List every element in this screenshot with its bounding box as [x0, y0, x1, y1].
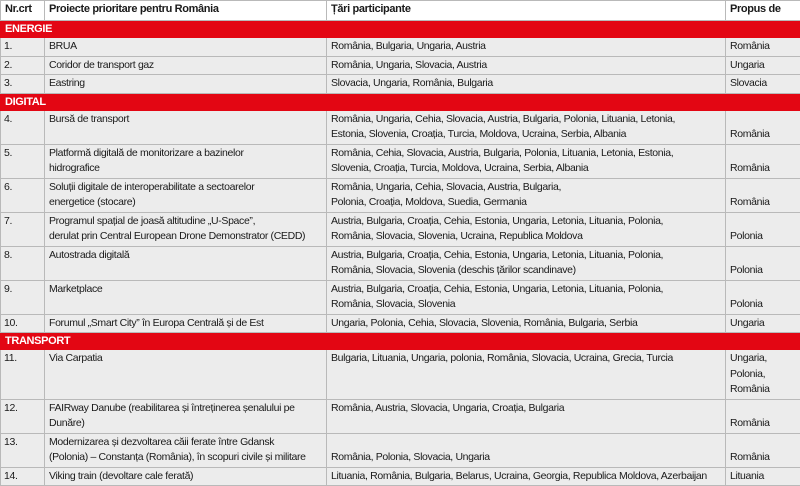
project-name-cell [45, 246, 327, 280]
section-title: TRANSPORT [1, 333, 800, 350]
countries-line: România, Austria, Slovacia, Ungaria, Croația, Bulgaria [331, 401, 565, 414]
proposed-by-line [730, 435, 796, 451]
proposed-by-cell [726, 399, 800, 433]
project-name-line: Marketplace [49, 282, 103, 295]
proposed-by-cell [726, 280, 800, 314]
project-name-line: hidrografice [49, 162, 100, 174]
proposed-by-line: Polonia [730, 230, 763, 242]
row-number: 10. [1, 314, 45, 333]
proposed-by-line: România [730, 128, 770, 140]
project-name-line: Eastring [49, 77, 85, 89]
table-row [1, 433, 800, 467]
countries-line: Slovenia, Croația, Turcia, Moldova, Ucraina, Serbia, Albania [331, 162, 589, 174]
countries-line: Bulgaria, Lituania, Ungaria, polonia, România, Slovacia, Ucraina, Grecia, Turcia [331, 352, 674, 364]
countries-line: România, Slovacia, Slovenia (deschis țărilor scandinave) [331, 264, 576, 276]
countries-line: România, Polonia, Slovacia, Ungaria [331, 451, 490, 463]
project-name-cell [45, 399, 327, 433]
section-header-row [1, 93, 800, 110]
header-nr: Nr.crt [1, 1, 45, 21]
proposed-by-cell [726, 178, 800, 212]
table-row [1, 75, 800, 94]
table-row [1, 56, 800, 75]
participating-countries-cell [327, 350, 726, 400]
project-name-line: FAIRway Danube (reabilitarea și întreținerea șenalului pe Dunăre) [49, 401, 295, 429]
row-number: 6. [1, 178, 45, 212]
header-proposed: Propus de [726, 1, 800, 21]
proposed-by-cell [726, 433, 800, 467]
countries-line: Austria, Bulgaria, Croația, Cehia, Estonia, Ungaria, Letonia, Lituania, Polonia, [331, 248, 664, 261]
row-number: 11. [1, 350, 45, 400]
project-name-cell [45, 433, 327, 467]
participating-countries-cell [327, 178, 726, 212]
participating-countries-cell [327, 433, 726, 467]
proposed-by-line: România [730, 383, 770, 395]
row-number: 14. [1, 467, 45, 486]
project-name-line: Via Carpatia [49, 352, 103, 364]
table-header-row [1, 1, 800, 21]
countries-line: Austria, Bulgaria, Croația, Cehia, Estonia, Ungaria, Letonia, Lituania, Polonia, [331, 214, 664, 227]
row-number: 5. [1, 144, 45, 178]
table-row [1, 246, 800, 280]
proposed-by-line: Polonia [730, 264, 763, 276]
participating-countries-cell [327, 212, 726, 246]
countries-line: Slovacia, Ungaria, România, Bulgaria [331, 77, 493, 89]
proposed-by-cell [726, 56, 800, 75]
project-name-line: BRUA [49, 40, 77, 52]
proposed-by-cell [726, 246, 800, 280]
row-number: 4. [1, 110, 45, 144]
project-name-line: Forumul „Smart City” în Europa Centrală și de Est [49, 316, 264, 329]
proposed-by-line: Slovacia [730, 77, 767, 89]
proposed-by-line: Polonia [730, 298, 763, 310]
proposed-by-cell [726, 38, 800, 57]
row-number: 3. [1, 75, 45, 94]
header-project: Proiecte prioritare pentru România [45, 1, 327, 21]
countries-line: Austria, Bulgaria, Croația, Cehia, Estonia, Ungaria, Letonia, Lituania, Polonia, [331, 282, 664, 295]
participating-countries-cell [327, 144, 726, 178]
countries-line [331, 435, 721, 451]
project-name-cell [45, 178, 327, 212]
countries-line: Polonia, Croația, Moldova, Suedia, Germania [331, 196, 527, 208]
proposed-by-line: România [730, 162, 770, 174]
proposed-by-cell [726, 110, 800, 144]
proposed-by-cell [726, 467, 800, 486]
countries-line: Ungaria, Polonia, Cehia, Slovacia, Slovenia, România, Bulgaria, Serbia [331, 316, 638, 329]
proposed-by-cell [726, 75, 800, 94]
countries-line: Lituania, România, Bulgaria, Belarus, Ucraina, Georgia, Republica Moldova, Azerbaijan [331, 469, 707, 482]
table-body [1, 21, 800, 486]
project-name-cell [45, 110, 327, 144]
table-row [1, 178, 800, 212]
participating-countries-cell [327, 467, 726, 486]
table-row [1, 144, 800, 178]
proposed-by-cell [726, 144, 800, 178]
table-row [1, 212, 800, 246]
proposed-by-cell [726, 314, 800, 333]
row-number: 2. [1, 56, 45, 75]
row-number: 1. [1, 38, 45, 57]
proposed-by-line: Ungaria, [730, 352, 767, 364]
section-title: DIGITAL [1, 93, 800, 110]
project-name-line: (Polonia) – Constanța (România), în scopuri civile și militare [49, 451, 306, 463]
participating-countries-cell [327, 75, 726, 94]
project-name-cell [45, 56, 327, 75]
proposed-by-line: Polonia, [730, 367, 766, 380]
countries-line: Estonia, Slovenia, Croația, Turcia, Moldova, Ucraina, Serbia, Albania [331, 128, 627, 140]
project-name-cell [45, 350, 327, 400]
participating-countries-cell [327, 399, 726, 433]
project-name-line: derulat prin Central European Drone Demonstrator (CEDD) [49, 230, 306, 242]
project-name-line: Programul spațial de joasă altitudine „U-Space”, [49, 214, 256, 227]
proposed-by-line: Lituania [730, 469, 764, 482]
proposed-by-line: Ungaria [730, 316, 765, 329]
project-name-cell [45, 467, 327, 486]
project-name-line: Bursă de transport [49, 112, 130, 125]
project-name-line: Modernizarea și dezvoltarea căii ferate între Gdansk [49, 435, 275, 448]
project-name-cell [45, 280, 327, 314]
project-name-line: Platformă digitală de monitorizare a bazinelor [49, 146, 244, 159]
participating-countries-cell [327, 280, 726, 314]
project-name-line: Viking train (devoltare cale ferată) [49, 469, 194, 482]
section-header-row [1, 21, 800, 38]
row-number: 12. [1, 399, 45, 433]
proposed-by-line: România [730, 417, 770, 429]
table-row [1, 399, 800, 433]
table-row [1, 314, 800, 333]
project-name-cell [45, 314, 327, 333]
proposed-by-line: România [730, 196, 770, 208]
table-row [1, 110, 800, 144]
project-name-cell [45, 38, 327, 57]
project-name-cell [45, 212, 327, 246]
participating-countries-cell [327, 38, 726, 57]
table-row [1, 38, 800, 57]
header-countries: Țări participante [327, 1, 726, 21]
proposed-by-cell [726, 350, 800, 400]
table-row [1, 280, 800, 314]
countries-line: România, Slovacia, Slovenia [331, 298, 456, 310]
proposed-by-line: România [730, 451, 770, 463]
table-row [1, 467, 800, 486]
row-number: 7. [1, 212, 45, 246]
row-number: 8. [1, 246, 45, 280]
section-title: ENERGIE [1, 21, 800, 38]
countries-line: România, Ungaria, Cehia, Slovacia, Austria, Bulgaria, Polonia, Lituania, Letonia, [331, 112, 676, 125]
row-number: 13. [1, 433, 45, 467]
section-header-row [1, 333, 800, 350]
project-name-line: Coridor de transport gaz [49, 58, 154, 71]
project-name-cell [45, 144, 327, 178]
proposed-by-line: România [730, 40, 770, 52]
project-name-line: energetice (stocare) [49, 196, 136, 208]
countries-line: România, Cehia, Slovacia, Austria, Bulgaria, Polonia, Lituania, Letonia, Estonia, [331, 146, 674, 159]
countries-line: România, Bulgaria, Ungaria, Austria [331, 40, 486, 52]
row-number: 9. [1, 280, 45, 314]
proposed-by-cell [726, 212, 800, 246]
countries-line: România, Ungaria, Slovacia, Austria [331, 58, 487, 71]
table-row [1, 350, 800, 400]
countries-line: România, Ungaria, Cehia, Slovacia, Austria, Bulgaria, [331, 180, 562, 193]
proposed-by-line: Ungaria [730, 58, 765, 71]
project-name-line: Autostrada digitală [49, 248, 130, 261]
participating-countries-cell [327, 246, 726, 280]
countries-line: România, Slovacia, Slovenia, Ucraina, Republica Moldova [331, 230, 583, 242]
participating-countries-cell [327, 56, 726, 75]
participating-countries-cell [327, 314, 726, 333]
project-name-cell [45, 75, 327, 94]
project-name-line: Soluții digitale de interoperabilitate a sectoarelor [49, 180, 255, 193]
participating-countries-cell [327, 110, 726, 144]
